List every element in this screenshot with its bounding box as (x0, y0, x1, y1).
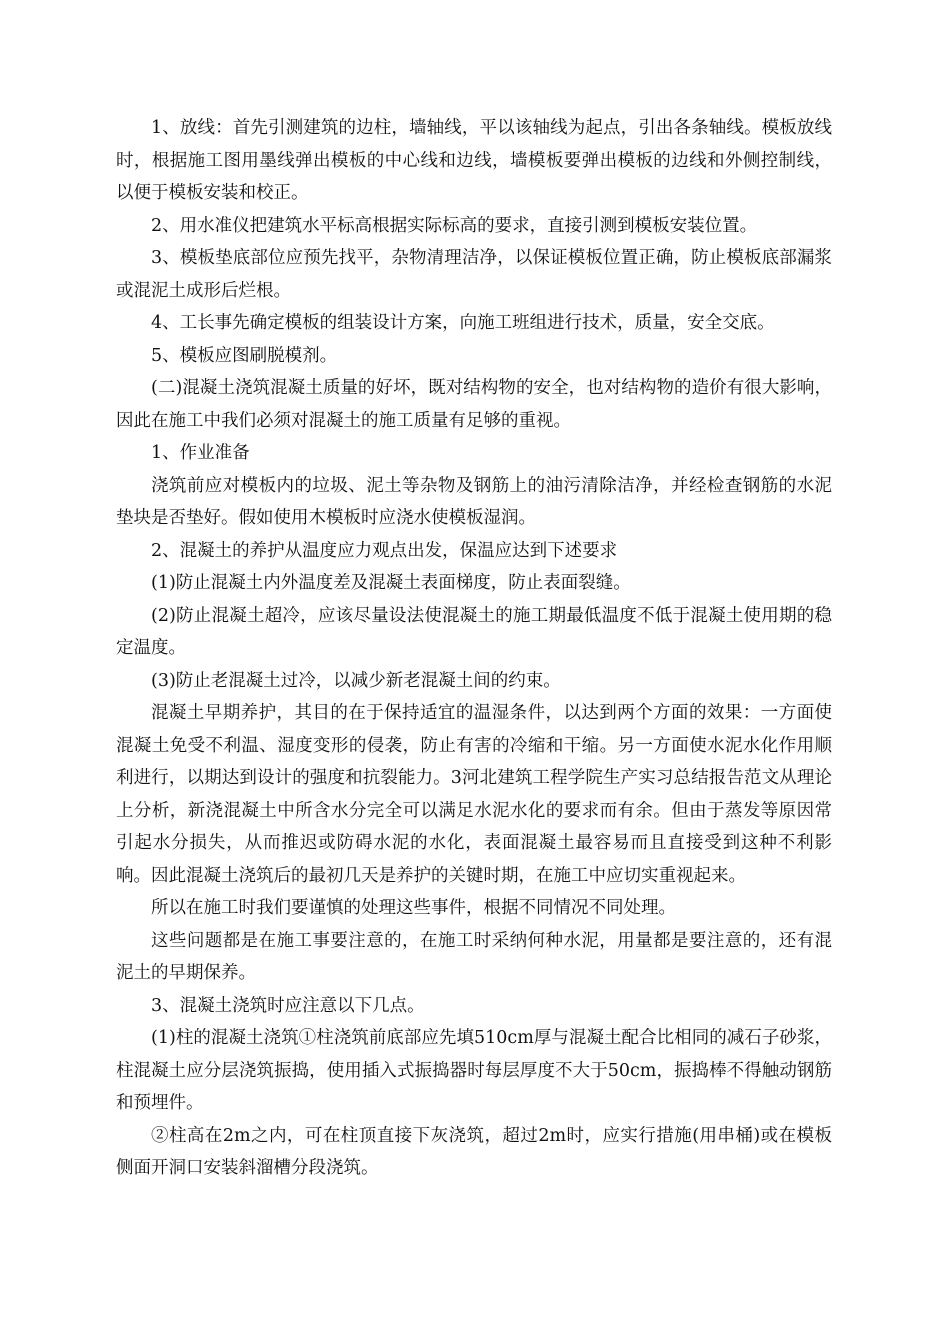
paragraph-6: (二)混凝土浇筑混凝土质量的好坏，既对结构物的安全，也对结构物的造价有很大影响，因此在施工中我们必须对混凝土的施工质量有足够的重视。 (116, 378, 832, 431)
paragraph-14: 所以在施工时我们要谨慎的处理这些事件，根据不同情况不同处理。 (151, 898, 676, 918)
paragraph-2: 2、用水准仪把建筑水平标高根据实际标高的要求，直接引测到模板安装位置。 (151, 215, 758, 236)
paragraph-8: 浇筑前应对模板内的垃圾、泥土等杂物及钢筋上的油污清除洁净，并经检查钢筋的水泥垫块是否垫好。假如使用木模板时应浇水使模板湿润。 (116, 475, 832, 528)
paragraph-13: 混凝土早期养护，其目的在于保持适宜的温湿条件，以达到两个方面的效果：一方面使混凝土免受不利温、湿度变形的侵袭，防止有害的冷缩和干缩。另一方面使水泥水化作用顺利进行，以期达到设计的强度和抗裂能力。3河北建筑工程学院生产实习总结报告范文从理论上分析，新浇混凝土中所含水分完全可以满足水泥水化的要求而有余。但由于蒸发等原因常引起水分损失，从而推迟或防碍水泥的水化，表面混凝土最容易而且直接受到这种不利影响。因此混凝土浇筑后的最初几天是养护的关键时期，在施工中应切实重视起来。 (116, 703, 832, 886)
paragraph-15: 这些问题都是在施工事要注意的，在施工时采纳何种水泥，用量都是要注意的，还有混泥土的早期保养。 (116, 930, 832, 983)
paragraph-3: 3、模板垫底部位应预先找平，杂物清理洁净，以保证模板位置正确，防止模板底部漏浆或混泥土成形后烂根。 (116, 248, 832, 301)
paragraph-10: (1)防止混凝土内外温度差及混凝土表面梯度，防止表面裂缝。 (151, 573, 631, 593)
paragraph-18: ②柱高在2m之内，可在柱顶直接下灰浇筑，超过2m时，应实行措施(用串桶)或在模板侧面开洞口安装斜溜槽分段浇筑。 (116, 1125, 832, 1178)
paragraph-11: (2)防止混凝土超冷，应该尽量设法使混凝土的施工期最低温度不低于混凝土使用期的稳定温度。 (116, 605, 832, 658)
document-body (116, 112, 832, 1185)
paragraph-4: 4、工长事先确定模板的组装设计方案，向施工班组进行技术，质量，安全交底。 (151, 313, 775, 333)
paragraph-17: (1)柱的混凝土浇筑①柱浇筑前底部应先填510cm厚与混凝土配合比相同的减石子砂浆，柱混凝土应分层浇筑振捣，使用插入式振捣器时每层厚度不大于50cm，振捣棒不得触动钢筋和预埋件。 (116, 1028, 832, 1113)
paragraph-16: 3、混凝土浇筑时应注意以下几点。 (151, 995, 425, 1016)
paragraph-9: 2、混凝土的养护从温度应力观点出发，保温应达到下述要求 (151, 540, 618, 561)
paragraph-5: 5、模板应图刷脱模剂。 (151, 345, 338, 366)
paragraph-7: 1、作业准备 (151, 443, 250, 463)
paragraph-1: 1、放线：首先引测建筑的边柱，墙轴线，平以该轴线为起点，引出各条轴线。模板放线时，根据施工图用墨线弹出模板的中心线和边线，墙模板要弹出模板的边线和外侧控制线，以便于模板安装和校正。 (116, 118, 832, 203)
paragraph-12: (3)防止老混凝土过冷，以减少新老混凝土间的约束。 (151, 670, 561, 691)
